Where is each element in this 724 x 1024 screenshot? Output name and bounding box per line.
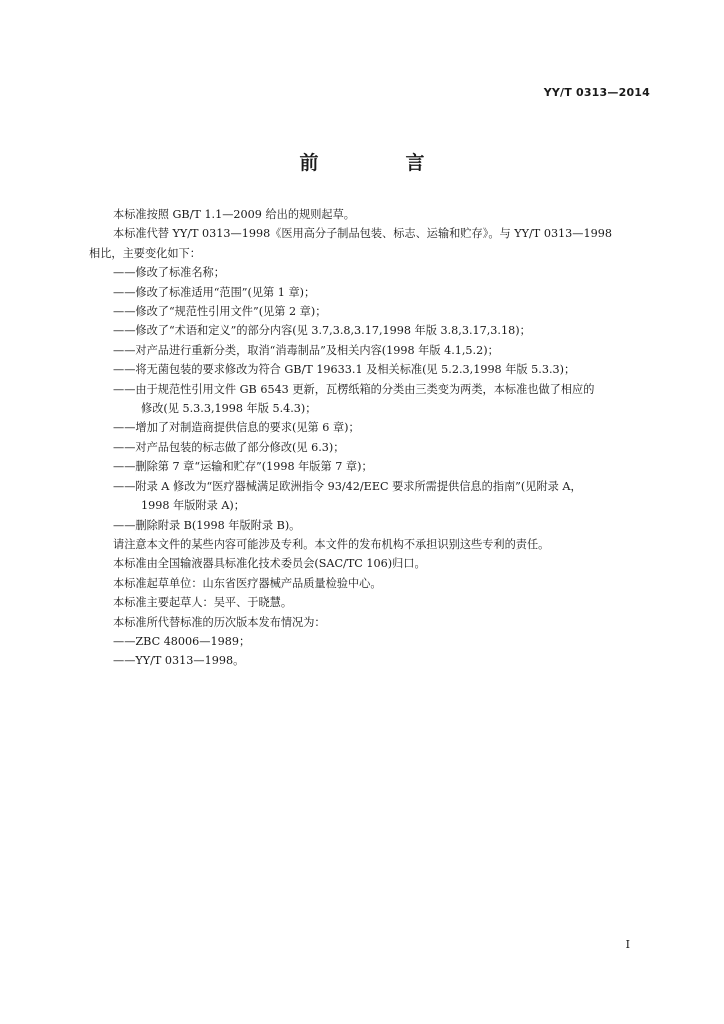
- list-item: ——修改了“术语和定义”的部分内容(见 3.7,3.8,3.17,1998 年版 3.8,3.17,3.18)；: [113, 324, 531, 338]
- page-number: I: [625, 938, 630, 951]
- list-item: ——修改了“规范性引用文件”(见第 2 章)；: [113, 305, 327, 319]
- list-item: ——对产品进行重新分类，取消“消毒制品”及相关内容(1998 年版 4.1,5.2)；: [113, 343, 499, 357]
- list-item: ——附录 A 修改为“医疗器械满足欧洲指令 93/42/EEC 要求所需提供信息的指南”(见附录 A，: [113, 479, 582, 493]
- list-item-continuation: 修改(见 5.3.3,1998 年版 5.4.3)；: [141, 402, 317, 416]
- list-item: ——对产品包装的标志做了部分修改(见 6.3)；: [113, 440, 345, 454]
- list-item: ——YY/T 0313—1998。: [113, 654, 245, 668]
- list-item: ——ZBC 48006—1989；: [113, 634, 251, 648]
- list-item-continuation: 1998 年版附录 A)；: [141, 499, 245, 513]
- list-item: ——删除第 7 章“运输和贮存”(1998 年版第 7 章)；: [113, 460, 373, 474]
- list-item: ——增加了对制造商提供信息的要求(见第 6 章)；: [113, 421, 360, 435]
- standard-code-header: YY/T 0313—2014: [543, 86, 650, 99]
- list-item: ——将无菌包装的要求修改为符合 GB/T 19633.1 及相关标准(见 5.2.3,1998 年版 5.3.3)；: [113, 363, 576, 377]
- foreword-body: [89, 205, 653, 671]
- text-line: 本标准代替 YY/T 0313—1998《医用高分子制品包装、标志、运输和贮存》。与 YY/T 0313—1998: [113, 227, 612, 241]
- text-line: 本标准起草单位：山东省医疗器械产品质量检验中心。: [113, 576, 382, 590]
- list-item: ——修改了标准适用“范围”(见第 1 章)；: [113, 285, 316, 299]
- text-line: 本标准所代替标准的历次版本发布情况为：: [113, 615, 326, 629]
- page-title: 前 言: [299, 152, 459, 174]
- list-item: ——删除附录 B(1998 年版附录 B)。: [113, 518, 301, 532]
- text-line: 相比，主要变化如下：: [89, 246, 201, 260]
- list-item: ——由于规范性引用文件 GB 6543 更新，瓦楞纸箱的分类由三类变为两类，本标准也做了相应的: [113, 382, 595, 396]
- text-line: 本标准按照 GB/T 1.1—2009 给出的规则起草。: [113, 208, 355, 221]
- text-line: 本标准由全国输液器具标准化技术委员会(SAC/TC 106)归口。: [113, 557, 426, 571]
- text-line: 本标准主要起草人：吴平、于晓慧。: [113, 596, 293, 610]
- text-line: 请注意本文件的某些内容可能涉及专利。本文件的发布机构不承担识别这些专利的责任。: [113, 537, 550, 551]
- list-item: ——修改了标准名称；: [113, 266, 225, 280]
